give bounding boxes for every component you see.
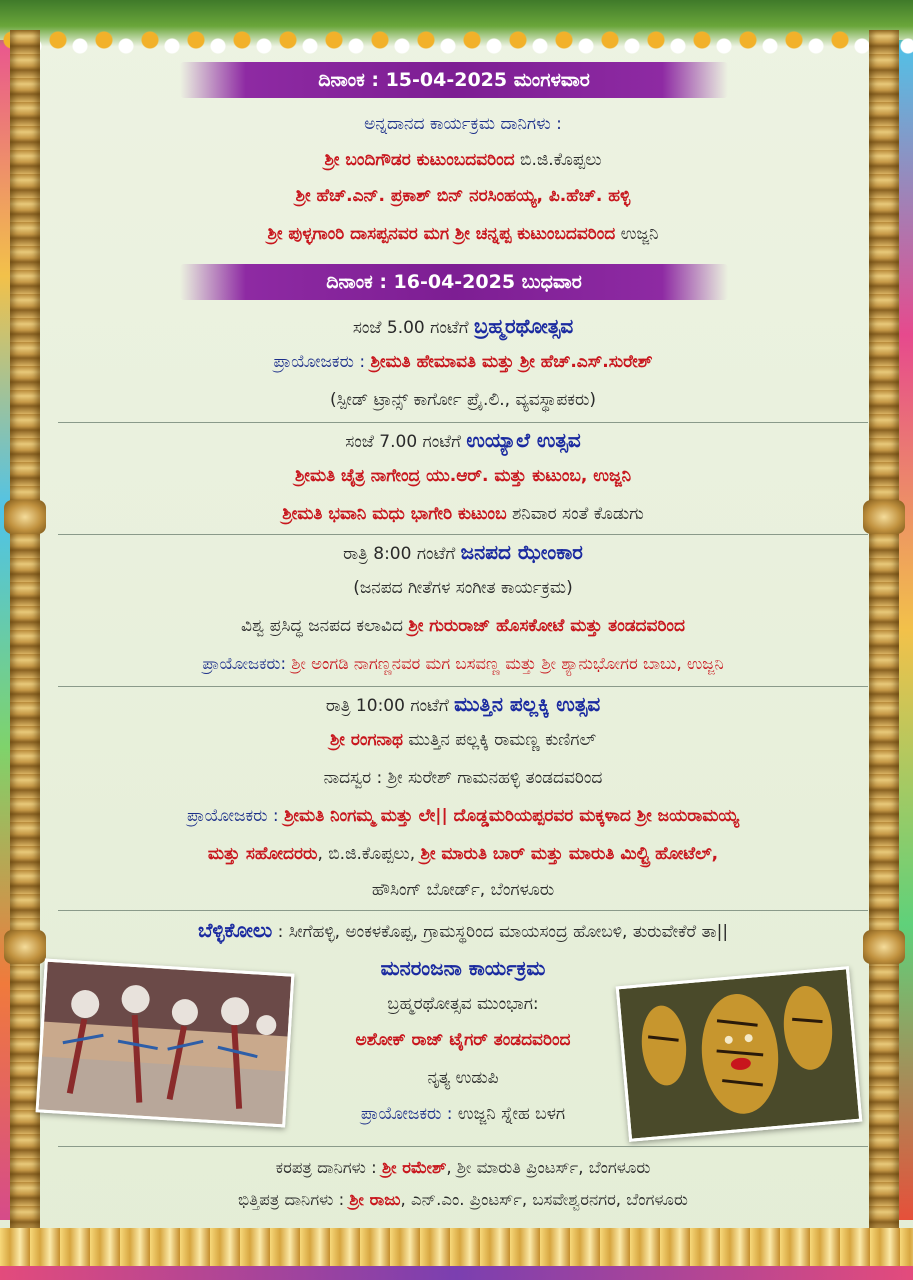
event-brahmarathotsava-note: (ಸ್ಪೀಡ್ ಟ್ರಾನ್ಸ್ ಕಾರ್ಗೋ ಪ್ರೈ.ಲಿ., ವ್ಯವಸ್ಥಾಪಕರು) xyxy=(329,390,596,410)
bottom-decorative-band xyxy=(0,1228,913,1280)
footer-poster-donors: ಭಿತ್ತಿಪತ್ರ ದಾನಿಗಳು : ಶ್ರೀ ರಾಜು, ಎನ್.ಎಂ. ಪ್ರಿಂಟರ್ಸ್, ಬಸವೇಶ್ವರನಗರ, ಬೆಂಗಳೂರು xyxy=(238,1190,688,1209)
right-pillar-decoration xyxy=(869,30,899,1230)
donor-line-2: ಶ್ರೀ ಹೆಚ್.ಎನ್. ಪ್ರಕಾಶ್ ಬಿನ್ ನರಸಿಂಹಯ್ಯ, ಪಿ.ಹೆಚ್. ಹಳ್ಳಿ xyxy=(295,186,631,206)
folk-dance-photo xyxy=(36,959,295,1128)
divider xyxy=(58,910,868,911)
event-janapada-sub: (ಜನಪದ ಗೀತೆಗಳ ಸಂಗೀತ ಕಾರ್ಯಕ್ರಮ) xyxy=(353,578,573,598)
event-manaranjana-sponsor: ಪ್ರಾಯೋಜಕರು : ಉಜ್ಜನಿ ಸ್ನೇಹ ಬಳಗ xyxy=(360,1104,566,1124)
event-pallakki-nadaswara: ನಾದಸ್ವರ : ಶ್ರೀ ಸುರೇಶ್ ಗಾಮನಹಳ್ಳಿ ತಂಡದವರಿಂದ xyxy=(323,768,603,788)
left-color-border xyxy=(0,40,10,1220)
event-manaranjana-line2: ಅಶೋಕ್ ರಾಜ್ ಟೈಗರ್ ತಂಡದವರಿಂದ xyxy=(355,1030,571,1050)
event-bellikolu: ಬೆಳ್ಳಿಕೋಲು : ಸೀಗೆಹಳ್ಳಿ, ಅಂಕಳಕೊಪ್ಪ, ಗ್ರಾಮಸ್ಥರಿಂದ ಮಾಯಸಂದ್ರ ಹೋಬಳಿ, ತುರುವೇಕೆರೆ ತಾ|| xyxy=(197,918,729,942)
event-pallakki-time: ರಾತ್ರಿ 10:00 ಗಂಟೆಗೆ ಮುತ್ತಿನ ಪಲ್ಲಕ್ಕಿ ಉತ್ಸವ xyxy=(325,692,601,716)
tiger-dance-photo xyxy=(616,966,863,1142)
event-pallakki-sponsor3: ಹೌಸಿಂಗ್ ಬೋರ್ಡ್, ಬೆಂಗಳೂರು xyxy=(371,880,555,900)
divider xyxy=(58,1146,868,1147)
event-manaranjana-line1: ಬ್ರಹ್ಮರಥೋತ್ಸವ ಮುಂಭಾಗ: xyxy=(387,994,539,1014)
event-pallakki-line1: ಶ್ರೀ ರಂಗನಾಥ ಮುತ್ತಿನ ಪಲ್ಲಕ್ಕಿ ರಾಮಣ್ಣ ಕುಣಿಗಲ್ xyxy=(329,730,597,750)
event-uyyale-time: ಸಂಜೆ 7.00 ಗಂಟೆಗೆ ಉಯ್ಯಾಲೆ ಉತ್ಸವ xyxy=(345,428,581,452)
divider xyxy=(58,686,868,687)
event-uyyale-line1: ಶ್ರೀಮತಿ ಚೈತ್ರ ನಾಗೇಂದ್ರ ಯು.ಆರ್. ಮತ್ತು ಕುಟುಂಬ, ಉಜ್ಜನಿ xyxy=(294,466,632,486)
date-banner-day1: ದಿನಾಂಕ : 15-04-2025 ಮಂಗಳವಾರ xyxy=(180,62,728,98)
event-janapada-artist: ವಿಶ್ವ ಪ್ರಸಿದ್ಧ ಜನಪದ ಕಲಾವಿದ ಶ್ರೀ ಗುರುರಾಜ್ ಹೊಸಕೋಟೆ ಮತ್ತು ತಂಡದವರಿಂದ xyxy=(241,616,685,636)
event-janapada-time: ರಾತ್ರಿ 8:00 ಗಂಟೆಗೆ ಜನಪದ ಝೇಂಕಾರ xyxy=(343,540,583,564)
flower-garland-decoration xyxy=(0,0,913,58)
date-banner-day2: ದಿನಾಂಕ : 16-04-2025 ಬುಧವಾರ xyxy=(180,264,728,300)
donor-line-1: ಶ್ರೀ ಬಂದಿಗೌಡರ ಕುಟುಂಬದವರಿಂದ ಬಿ.ಜಿ.ಕೊಪ್ಪಲು xyxy=(324,150,602,170)
event-manaranjana-line3: ನೃತ್ಯ ಉಡುಪಿ xyxy=(427,1068,499,1088)
annadana-heading: ಅನ್ನದಾನದ ಕಾರ್ಯಕ್ರಮ ದಾನಿಗಳು : xyxy=(364,114,562,134)
donor-line-3: ಶ್ರೀ ಪುಳ್ಳಗಾಂರಿ ದಾಸಪ್ಪನವರ ಮಗ ಶ್ರೀ ಚನ್ನಪ್ಪ ಕುಟುಂಬದವರಿಂದ ಉಜ್ಜನಿ xyxy=(267,224,659,244)
event-manaranjana-title: ಮನರಂಜನಾ ಕಾರ್ಯಕ್ರಮ xyxy=(380,956,546,980)
divider xyxy=(58,422,868,423)
event-brahmarathotsava-sponsor: ಪ್ರಾಯೋಜಕರು : ಶ್ರೀಮತಿ ಹೇಮಾವತಿ ಮತ್ತು ಶ್ರೀ ಹೆಚ್.ಎಸ್.ಸುರೇಶ್ xyxy=(273,352,653,372)
left-pillar-decoration xyxy=(10,30,40,1230)
event-janapada-sponsor: ಪ್ರಾಯೋಜಕರು: ಶ್ರೀ ಅಂಗಡಿ ನಾಗಣ್ಣನವರ ಮಗ ಬಸವಣ್ಣ ಮತ್ತು ಶ್ರೀ ಶ್ಯಾನುಭೋಗರ ಬಾಬು, ಉಜ್ಜನಿ xyxy=(202,654,724,673)
divider xyxy=(58,534,868,535)
footer-pamphlet-donors: ಕರಪತ್ರ ದಾನಿಗಳು : ಶ್ರೀ ರಮೇಶ್, ಶ್ರೀ ಮಾರುತಿ ಪ್ರಿಂಟರ್ಸ್, ಬೆಂಗಳೂರು xyxy=(275,1158,651,1177)
event-pallakki-sponsor1: ಪ್ರಾಯೋಜಕರು : ಶ್ರೀಮತಿ ನಿಂಗಮ್ಮ ಮತ್ತು ಲೇ|| ದೊಡ್ಡಮರಿಯಪ್ಪರವರ ಮಕ್ಕಳಾದ ಶ್ರೀ ಜಯರಾಮಯ್ಯ xyxy=(187,806,739,826)
event-uyyale-line2: ಶ್ರೀಮತಿ ಭವಾನಿ ಮಧು ಭಾಗೇರಿ ಕುಟುಂಬ ಶನಿವಾರ ಸಂತೆ ಕೊಡುಗು xyxy=(282,504,644,524)
right-color-border xyxy=(899,40,913,1220)
event-brahmarathotsava-time: ಸಂಜೆ 5.00 ಗಂಟೆಗೆ ಬ್ರಹ್ಮರಥೋತ್ಸವ xyxy=(352,314,574,338)
event-pallakki-sponsor2: ಮತ್ತು ಸಹೋದರರು, ಬಿ.ಜಿ.ಕೊಪ್ಪಲು, ಶ್ರೀ ಮಾರುತಿ ಬಾರ್ ಮತ್ತು ಮಾರುತಿ ಮಿಲ್ಟ್ರಿ ಹೋಟೆಲ್, xyxy=(207,844,719,864)
poster-content xyxy=(58,58,868,1228)
